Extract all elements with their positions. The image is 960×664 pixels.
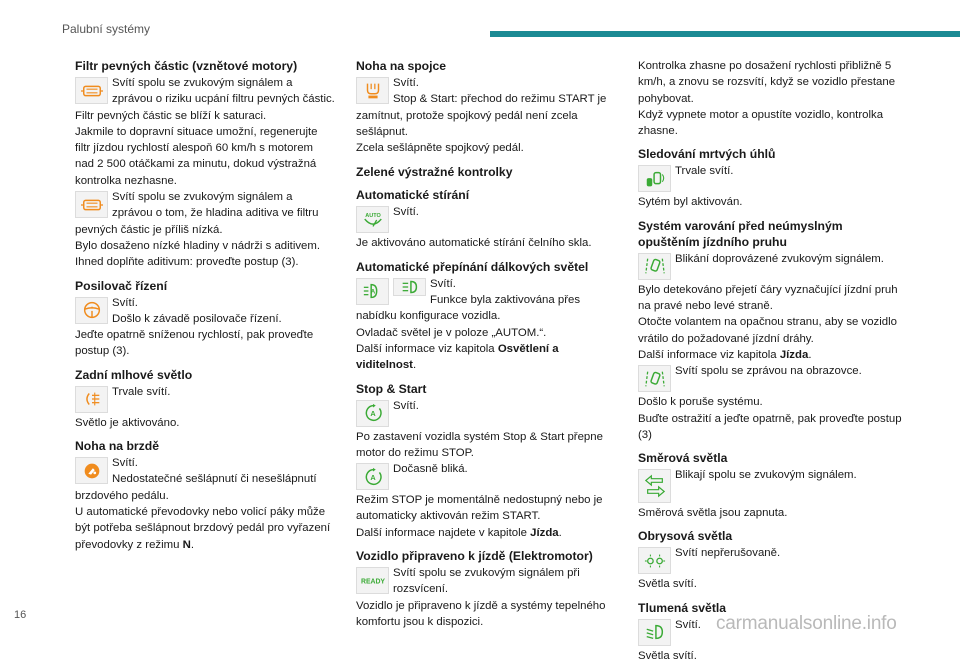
gear-mode-n: N	[182, 538, 191, 551]
paragraph: Vozidlo je připraveno k jízdě a systémy tepelného komfortu jsou k dispozici.	[356, 599, 606, 628]
paragraph	[356, 341, 620, 374]
paragraph: Když vypnete motor a opustíte vozidlo, kontrolka zhasne.	[638, 108, 884, 138]
paragraph: Světlo je aktivováno.	[75, 416, 180, 429]
paragraph: Trvale svítí.	[675, 165, 734, 178]
paragraph: Trvale svítí.	[112, 385, 171, 398]
chapter-ref: Jízda	[530, 526, 559, 539]
section-title: Posilovač řízení	[75, 278, 168, 293]
foot-on-brake-icon	[75, 457, 108, 484]
section-blind-spot	[638, 146, 906, 210]
paragraph: Nedostatečné sešlápnutí či nesešlápnutí brzdového pedálu.	[75, 473, 317, 502]
section-title: Filtr pevných částic (vznětové motory)	[75, 59, 298, 73]
green-warnings-heading: Zelené výstražné kontrolky	[356, 165, 513, 180]
paragraph: Filtr pevných částic se blíží k saturaci.	[75, 109, 267, 122]
section-title: Stop & Start	[356, 381, 427, 396]
rear-fog-light-icon	[75, 386, 108, 413]
paragraph: Světla svítí.	[638, 578, 697, 591]
paragraph	[638, 347, 906, 363]
ready-icon	[356, 567, 389, 594]
column-3	[638, 58, 906, 664]
paragraph: Stop & Start: přechod do režimu START je zamítnut, protože spojkový pedál není zcela sešlápnut.	[356, 93, 607, 138]
section-auto-high-beam	[356, 259, 620, 374]
auto-wiper-icon	[356, 206, 389, 233]
section-turn-signals	[638, 450, 906, 521]
paragraph: Jeďte opatrně sníženou rychlostí, pak proveďte postup (3).	[75, 329, 314, 358]
section-title: Automatické přepínání dálkových světel	[356, 259, 589, 274]
paragraph: Bylo dosaženo nízké hladiny v nádrži s aditivem. Ihned doplňte aditivum: proveďte postup (3).	[75, 239, 321, 269]
column-1	[75, 58, 335, 553]
blind-spot-icon	[638, 165, 671, 192]
paragraph: Ovladač světel je v poloze „AUTOM.“.	[356, 326, 547, 339]
auto-wiper-icon-text: AUTO	[364, 213, 381, 220]
page-header-title: Palubní systémy	[62, 22, 151, 36]
column-2	[356, 58, 620, 630]
text: .	[190, 538, 195, 551]
paragraph: Blikají spolu se zvukovým signálem.	[675, 469, 857, 482]
section-rear-fog-light	[75, 367, 335, 431]
section-title: Systém varování před neúmyslným opuštěním jízdního pruhu	[638, 218, 843, 249]
paragraph: Zcela sešlápněte spojkový pedál.	[356, 142, 524, 155]
paragraph: Buďte ostražití a jeďte opatrně, pak proveďte postup (3)	[638, 412, 902, 441]
section-particle-filter	[75, 58, 335, 271]
paragraph: Režim STOP je momentálně nedostupný nebo je automaticky aktivován režim START.	[356, 494, 603, 523]
particle-filter-additive-icon	[75, 191, 108, 218]
paragraph: Svítí.	[112, 457, 138, 470]
steering-wheel-icon	[75, 297, 108, 324]
section-title: Automatické stírání	[356, 188, 470, 203]
paragraph: Směrová světla jsou zapnuta.	[638, 507, 788, 520]
paragraph: Blikání doprovázené zvukovým signálem.	[675, 252, 884, 265]
chapter-ref: Osvětlení a viditelnost	[356, 342, 559, 372]
paragraph: Svítí spolu se zprávou na obrazovce.	[675, 365, 862, 378]
stop-start-blinking-icon	[356, 463, 389, 490]
paragraph: Jakmile to dopravní situace umožní, regenerujte filtr jízdou rychlostí alespoň 60 km/h s motorem nad 2 500 otáčkami za minutu, dokud výstražná kontrolka nezhasne.	[75, 125, 318, 187]
text: .	[412, 359, 417, 372]
section-ready	[356, 548, 620, 630]
paragraph: Došlo k poruše systému.	[638, 396, 763, 409]
paragraph: Svítí.	[112, 296, 138, 309]
section-lane-departure	[638, 218, 906, 443]
paragraph	[75, 504, 335, 553]
svg-text:A: A	[369, 472, 376, 482]
text: Další informace viz kapitola	[356, 342, 498, 355]
section-power-steering	[75, 278, 335, 360]
text: .	[808, 348, 812, 361]
section-title: Obrysová světla	[638, 529, 733, 544]
paragraph: Po zastavení vozidla systém Stop & Start přepne motor do režimu STOP.	[356, 430, 603, 459]
paragraph: Svítí.	[393, 399, 419, 412]
section-side-lights	[638, 528, 906, 592]
paragraph: Funkce byla zaktivována přes nabídku konfigurace vozidla.	[356, 294, 581, 323]
paragraph: Otočte volantem na opačnou stranu, aby se vozidlo vrátilo do požadované jízdní dráhy.	[638, 316, 897, 345]
side-lights-icon	[638, 547, 671, 574]
header-accent-bar	[490, 31, 960, 37]
paragraph: Svítí.	[393, 206, 419, 219]
paragraph: Je aktivováno automatické stírání čelního skla.	[356, 237, 592, 250]
section-title: Noha na brzdě	[75, 439, 159, 454]
lane-departure-icon	[638, 253, 671, 280]
text: Další informace viz kapitola	[638, 348, 780, 361]
section-title: Tlumená světla	[638, 600, 727, 615]
high-beam-icon-pair	[393, 278, 426, 298]
paragraph: Svítí.	[675, 618, 701, 631]
stop-start-icon	[356, 400, 389, 427]
paragraph: Dočasně bliká.	[393, 463, 468, 476]
section-foot-on-brake	[75, 438, 335, 553]
paragraph: Světla svítí.	[638, 649, 697, 662]
paragraph: Došlo k závadě posilovače řízení.	[112, 312, 282, 325]
dipped-beam-icon	[638, 619, 671, 646]
section-ready-continued	[638, 58, 906, 139]
paragraph: Svítí spolu se zvukovým signálem a zprávou o riziku ucpání filtru pevných částic.	[112, 77, 335, 106]
section-title: Směrová světla	[638, 451, 728, 466]
turn-signals-icon	[638, 469, 671, 503]
svg-text:A: A	[370, 288, 375, 296]
section-auto-wipe	[356, 187, 620, 251]
paragraph: Svítí spolu se zvukovým signálem při rozsvícení.	[393, 567, 580, 596]
paragraph: Sytém byl aktivován.	[638, 196, 743, 209]
paragraph	[356, 525, 620, 541]
section-foot-on-clutch	[356, 58, 620, 156]
section-title: Zadní mlhové světlo	[75, 367, 193, 382]
lane-departure-fault-icon	[638, 365, 671, 392]
high-beam-icon	[393, 278, 426, 296]
section-title: Sledování mrtvých úhlů	[638, 147, 776, 162]
paragraph: Kontrolka zhasne po dosažení rychlosti přibližně 5 km/h, a znovu se rozsvítí, když se vozidlo přestane pohybovat.	[638, 60, 896, 105]
particle-filter-icon	[75, 77, 108, 104]
paragraph: Svítí.	[430, 277, 456, 290]
paragraph: Bylo detekováno přejetí čáry vyznačující jízdní pruh na pravé nebo levé straně.	[638, 283, 898, 313]
chapter-ref: Jízda	[779, 348, 809, 361]
section-stop-start	[356, 381, 620, 541]
page-number: 16	[14, 609, 27, 621]
svg-text:!: !	[90, 305, 93, 311]
section-title: Noha na spojce	[356, 59, 447, 73]
text: .	[558, 526, 562, 539]
paragraph: Svítí nepřerušovaně.	[675, 547, 781, 560]
auto-high-beam-icon	[356, 278, 389, 305]
watermark: carmanualsonline.info	[716, 613, 897, 634]
ready-icon-text: READY	[360, 578, 385, 586]
paragraph: Svítí spolu se zvukovým signálem a zprávou o tom, že hladina aditiva ve filtru pevných částic je příliš nízká.	[75, 191, 319, 236]
paragraph: Svítí.	[393, 77, 419, 89]
text: U automatické převodovky nebo volicí páky může být potřeba sešlápnout brzdový pedál pro vyřazení převodovky z režimu	[75, 505, 331, 551]
text: Další informace najdete v kapitole	[356, 526, 531, 539]
svg-text:A: A	[369, 409, 376, 419]
section-title: Vozidlo připraveno k jízdě (Elektromotor)	[356, 549, 593, 564]
foot-on-clutch-icon	[356, 77, 389, 104]
